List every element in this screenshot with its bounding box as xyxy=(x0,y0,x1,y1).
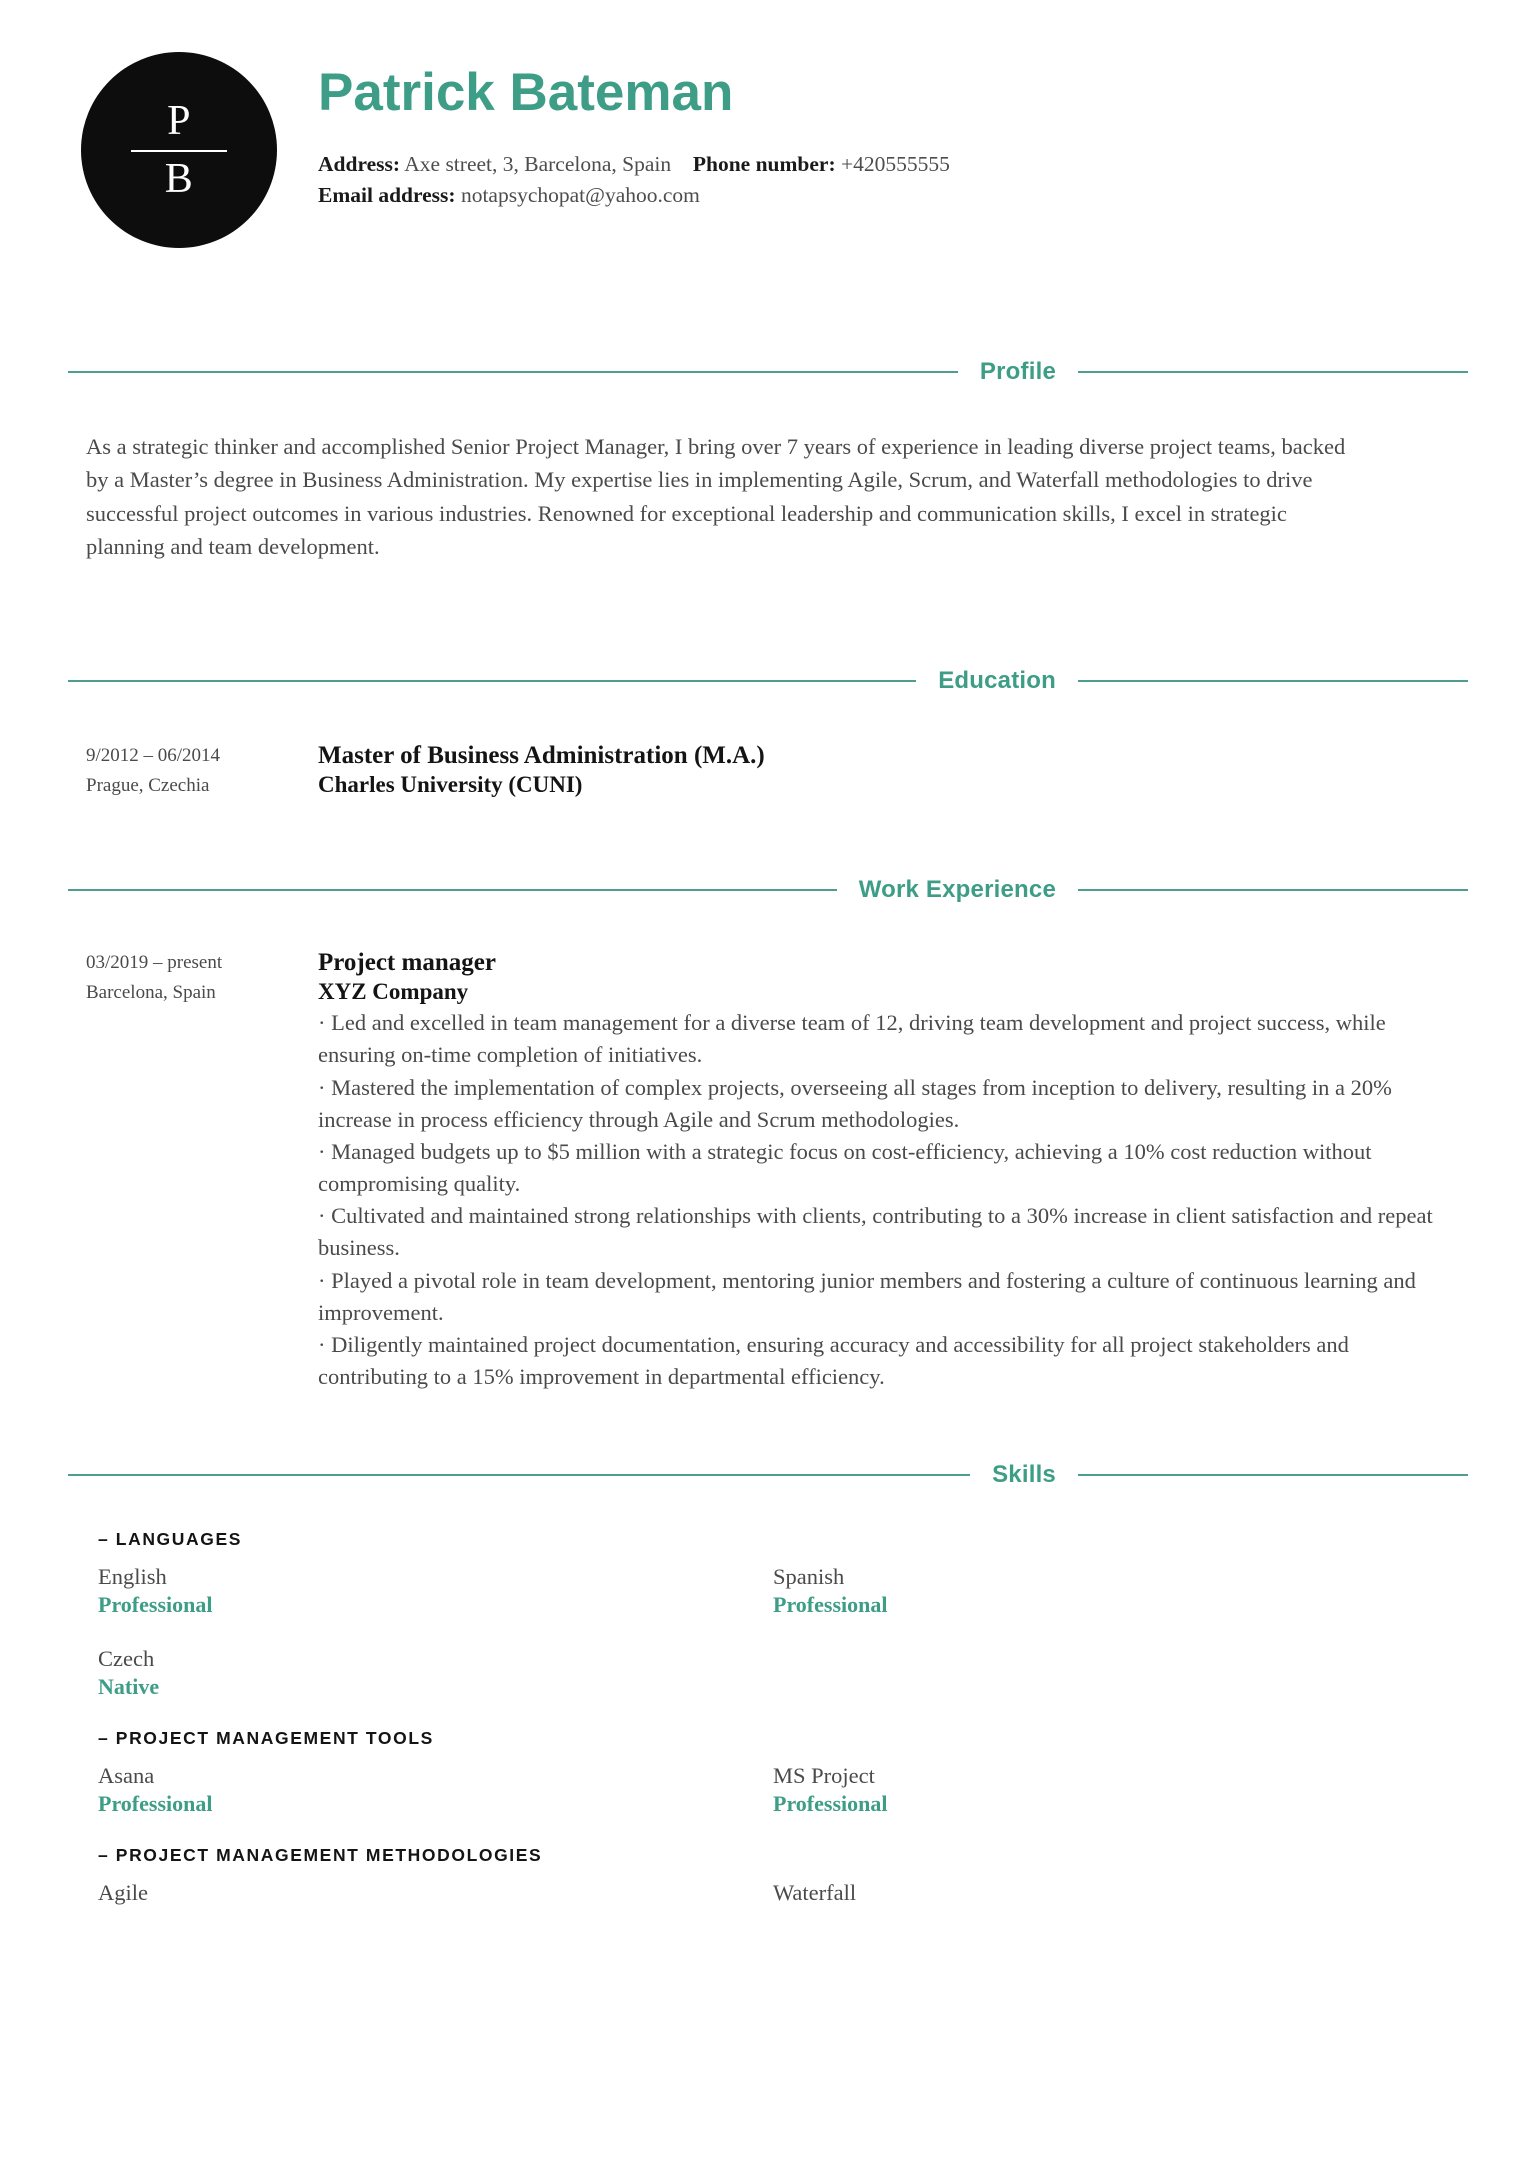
skill-name: Czech xyxy=(98,1646,155,1672)
education-location: Prague, Czechia xyxy=(86,774,210,796)
skill-item xyxy=(98,1562,773,1620)
skill-group-project-management-tools xyxy=(98,1728,1448,1819)
skill-grid xyxy=(98,1562,1448,1702)
skill-item-empty xyxy=(773,1644,1448,1702)
email-value: notapsychopat@yahoo.com xyxy=(460,182,700,207)
section-title-profile: Profile xyxy=(979,358,1056,385)
monogram-top-letter: P xyxy=(167,97,191,144)
page-title-full-name: Patrick Bateman xyxy=(318,63,734,122)
work-bullet: · Diligently maintained project documentation, ensuring accuracy and accessibility for all project stakeholders and contributing to a 15% improvement in departmental efficiency. xyxy=(318,1331,1349,1390)
work-dates: 03/2019 – present xyxy=(86,952,223,974)
skill-grid xyxy=(98,1761,1448,1819)
work-bullet-list xyxy=(318,1007,1446,1393)
skills-body xyxy=(68,1489,1468,1907)
work-bullet: · Managed budgets up to $5 million with a strategic focus on cost-efficiency, achieving a 10% cost reduction without compromising quality. xyxy=(318,1138,1372,1197)
education-degree: Master of Business Administration (M.A.) xyxy=(318,742,765,770)
education-institution: Charles University (CUNI) xyxy=(318,771,583,797)
skill-name: Waterfall xyxy=(773,1879,857,1905)
contact-info xyxy=(318,149,1476,210)
skill-item xyxy=(773,1562,1448,1620)
education-dates: 9/2012 – 06/2014 xyxy=(86,745,221,767)
skill-item xyxy=(98,1644,773,1702)
skill-name: MS Project xyxy=(773,1762,875,1788)
skill-item xyxy=(98,1761,773,1819)
skill-level: Professional xyxy=(773,1592,888,1618)
section-rule-right xyxy=(1078,371,1468,373)
section-rule-left xyxy=(68,680,916,682)
section-title-skills: Skills xyxy=(992,1461,1056,1489)
section-title-work-experience: Work Experience xyxy=(858,876,1056,904)
work-bullet: · Played a pivotal role in team development, mentoring junior members and fostering a culture of continuous learning and improvement. xyxy=(318,1267,1416,1325)
work-bullet: · Led and excelled in team management for a diverse team of 12, driving team development and project success, while ensuring on-time completion of initiatives. xyxy=(318,1010,1386,1068)
monogram-bottom-letter: B xyxy=(164,155,194,202)
header-text-block xyxy=(318,52,1536,210)
skill-group-project-management-methodologies xyxy=(98,1845,1448,1907)
skill-name: Agile xyxy=(98,1879,148,1905)
contact-line-address-phone xyxy=(318,149,1476,180)
section-education xyxy=(0,667,1536,800)
education-details xyxy=(318,741,1468,798)
profile-summary-text: As a strategic thinker and accomplished Senior Project Manager, I bring over 7 years of experience in leading diverse project teams, backed by a Master’s degree in Business Administration. My expertise lies in implementing Agile, Scrum, and Waterfall methodologies to drive successful project outcomes in various industries. Renowned for exceptional leadership and communication skills, I excel in strategic planning and team development. xyxy=(86,434,1346,559)
section-rule-left xyxy=(68,889,837,891)
work-details xyxy=(318,948,1468,1393)
monogram-avatar xyxy=(81,52,277,248)
skill-group-title: – PROJECT MANAGEMENT TOOLS xyxy=(98,1727,434,1748)
section-work-experience xyxy=(0,876,1536,1393)
work-bullet: · Cultivated and maintained strong relationships with clients, contributing to a 30% increase in client satisfaction and repeat business. xyxy=(318,1203,1433,1261)
section-header-work-experience xyxy=(68,876,1468,904)
section-rule-right xyxy=(1078,1474,1468,1476)
education-entry xyxy=(68,741,1468,800)
section-profile xyxy=(0,358,1536,563)
work-bullet: · Mastered the implementation of complex projects, overseeing all stages from inception to delivery, resulting in a 20% increase in process efficiency through Agile and Scrum methodologies. xyxy=(318,1074,1392,1132)
work-entry xyxy=(68,948,1468,1393)
work-location: Barcelona, Spain xyxy=(86,981,216,1003)
resume-header xyxy=(0,0,1536,248)
section-header-education xyxy=(68,667,1468,695)
skill-name: Spanish xyxy=(773,1564,845,1590)
skill-item xyxy=(773,1878,1448,1907)
education-meta xyxy=(68,741,318,800)
skill-level: Professional xyxy=(98,1791,213,1817)
section-rule-left xyxy=(68,1474,970,1476)
work-meta xyxy=(68,948,318,1007)
work-position: Project manager xyxy=(318,949,496,977)
skill-level: Professional xyxy=(773,1791,888,1817)
section-rule-left xyxy=(68,371,958,373)
skill-group-languages xyxy=(98,1529,1448,1702)
skill-item xyxy=(98,1878,773,1907)
email-label: Email address: xyxy=(318,182,456,207)
monogram-container xyxy=(0,52,318,248)
address-value: Axe street, 3, Barcelona, Spain xyxy=(404,152,672,177)
section-header-profile xyxy=(68,358,1468,386)
section-skills xyxy=(0,1461,1536,1907)
skill-name: Asana xyxy=(98,1762,155,1788)
phone-value: +420555555 xyxy=(841,152,950,177)
section-title-education: Education xyxy=(938,667,1056,695)
section-header-skills xyxy=(68,1461,1468,1489)
monogram-divider xyxy=(131,150,227,152)
phone-label: Phone number: xyxy=(692,152,836,177)
address-label: Address: xyxy=(318,152,401,177)
skill-group-title: – LANGUAGES xyxy=(98,1529,243,1550)
work-company: XYZ Company xyxy=(318,978,469,1004)
skill-item xyxy=(773,1761,1448,1819)
skill-grid xyxy=(98,1878,1448,1907)
skill-level: Native xyxy=(98,1674,160,1700)
skill-name: English xyxy=(98,1564,167,1590)
skill-level: Professional xyxy=(98,1592,213,1618)
contact-line-email xyxy=(318,180,1476,211)
section-rule-right xyxy=(1078,889,1468,891)
skill-group-title: – PROJECT MANAGEMENT METHODOLOGIES xyxy=(98,1844,543,1865)
section-rule-right xyxy=(1078,680,1468,682)
